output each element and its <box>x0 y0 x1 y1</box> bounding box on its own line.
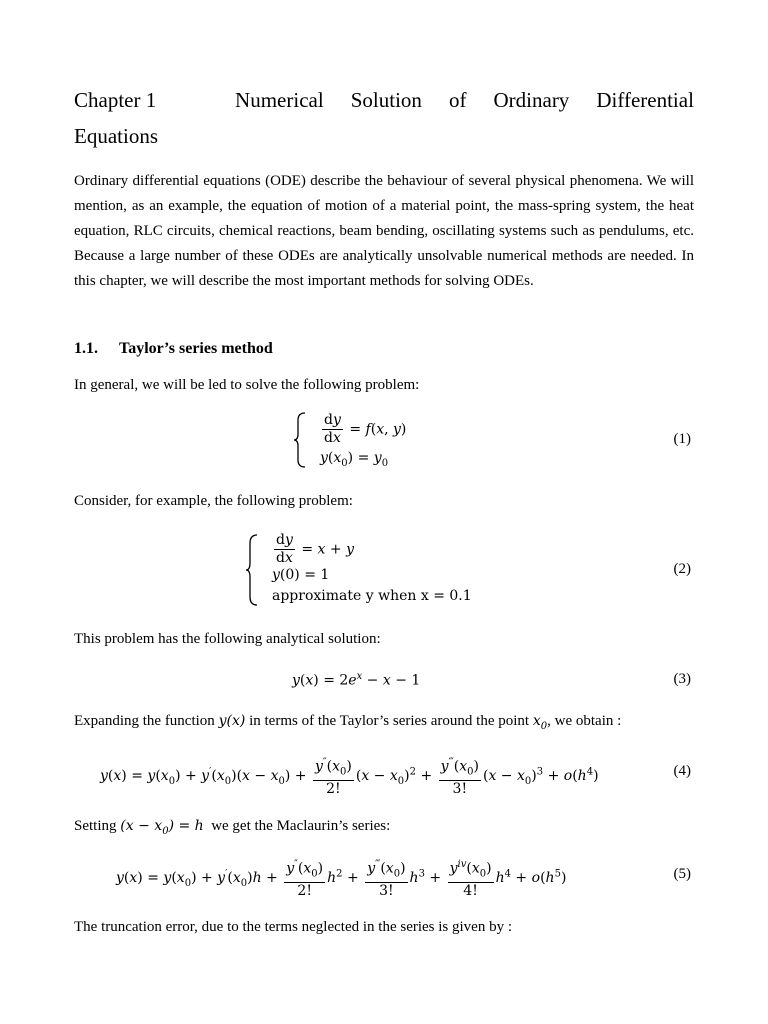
left-brace <box>245 534 259 606</box>
paragraph-truncation: The truncation error, due to the terms neglected in the series is given by : <box>74 919 513 935</box>
document-page: Chapter 1 Numerical Solution of Ordinary Differential Equations Ordinary differential equations (ODE) describe the behaviour of several physical phenomena. We will mention, as an example, the equation of motion of a material point, the mass-spring system, the heat equation, RLC circuits, chemical reactions, beam bending, oscillating systems such as pendulums, etc. Because a large number of these ODEs are analytically unsolvable numerical methods are needed. In this chapter, we will describe the most important methods for solving ODEs. 1.1. Taylor’s series method In general, we will be led to solve the following problem: $\frac{dy}{dx}$ = f(x, y) $y(x_0) = y_0$ (1) Consider, for example, the following problem: $\frac{dy}{dx}$ = x + y y(0) = 1 approximate y when x = 0.1 (2) This problem has the following analytical solution: $y(x) = 2e^x - x - 1$ (3) Expanding the function y(x) in terms of the Taylor’s series around the point $x_0$, we obtain : $y(x) = y(x_0) + y'(x_0)(x - x_0)$ + $\frac{y''(x_0)}{2!}$ $(x - x_0)^2$ + $\frac{y^‴(x_0)}{3!}$ $(x - x_0)^3 + o(h^4)$ (4) Setting $(x - x_0) = h$ we get the Maclaurin’s series: $y(x) = y(x_0) + y'(x_0)h$ + $\frac{y''(x_0)}{2!}$ $h^2$ + $\frac{y^‴(x_0)}{3!}$ $h^3$ + $\frac{y^{iv}(x_0)}{4!}$ $h^4 + o(h^5)$ (5) The truncation error, due to the terms neglected in the series is given by : <box>0 0 768 1024</box>
equation-number: (3) <box>673 671 691 687</box>
paragraph-expanding: Expanding the function y(x) in terms of the Taylor’s series around the point $x_0$, we obtain : <box>74 713 622 732</box>
paragraph-general: In general, we will be led to solve the following problem: <box>74 377 420 393</box>
paragraph-setting: Setting $(x - x_0) = h$ we get the Maclaurin’s series: <box>74 818 391 837</box>
chapter-heading <box>74 82 694 154</box>
left-brace <box>293 412 307 468</box>
paragraph-analytical: This problem has the following analytical solution: <box>74 631 381 647</box>
intro-paragraph: Ordinary differential equations (ODE) describe the behaviour of several physical phenomena. We will mention, as an example, the equation of motion of a material point, the mass-spring system, the heat equation, RLC circuits, chemical reactions, beam bending, oscillating systems such as pendulums, etc. Because a large number of these ODEs are analytically unsolvable numerical methods are needed. In this chapter, we will describe the most important methods for solving ODEs. <box>74 173 694 289</box>
title-word: Ordinary <box>493 88 570 112</box>
section-heading <box>74 340 273 358</box>
title-word: Solution <box>350 88 422 112</box>
section-title: Taylor’s series method <box>119 340 273 357</box>
equation-number: (1) <box>673 431 691 447</box>
title-word: Numerical <box>235 88 324 112</box>
equation-number: (5) <box>673 866 691 882</box>
chapter-title-line2: Equations <box>74 124 158 148</box>
chapter-label: Chapter 1 <box>74 88 157 112</box>
paragraph-consider: Consider, for example, the following problem: <box>74 493 353 509</box>
title-word: Differential <box>596 88 694 112</box>
equation-number: (4) <box>673 763 691 779</box>
section-number: 1.1. <box>74 340 98 357</box>
equation-number: (2) <box>673 561 691 577</box>
equation-2-text: approximate y when x = 0.1 <box>272 588 472 604</box>
title-word: of <box>448 88 467 112</box>
